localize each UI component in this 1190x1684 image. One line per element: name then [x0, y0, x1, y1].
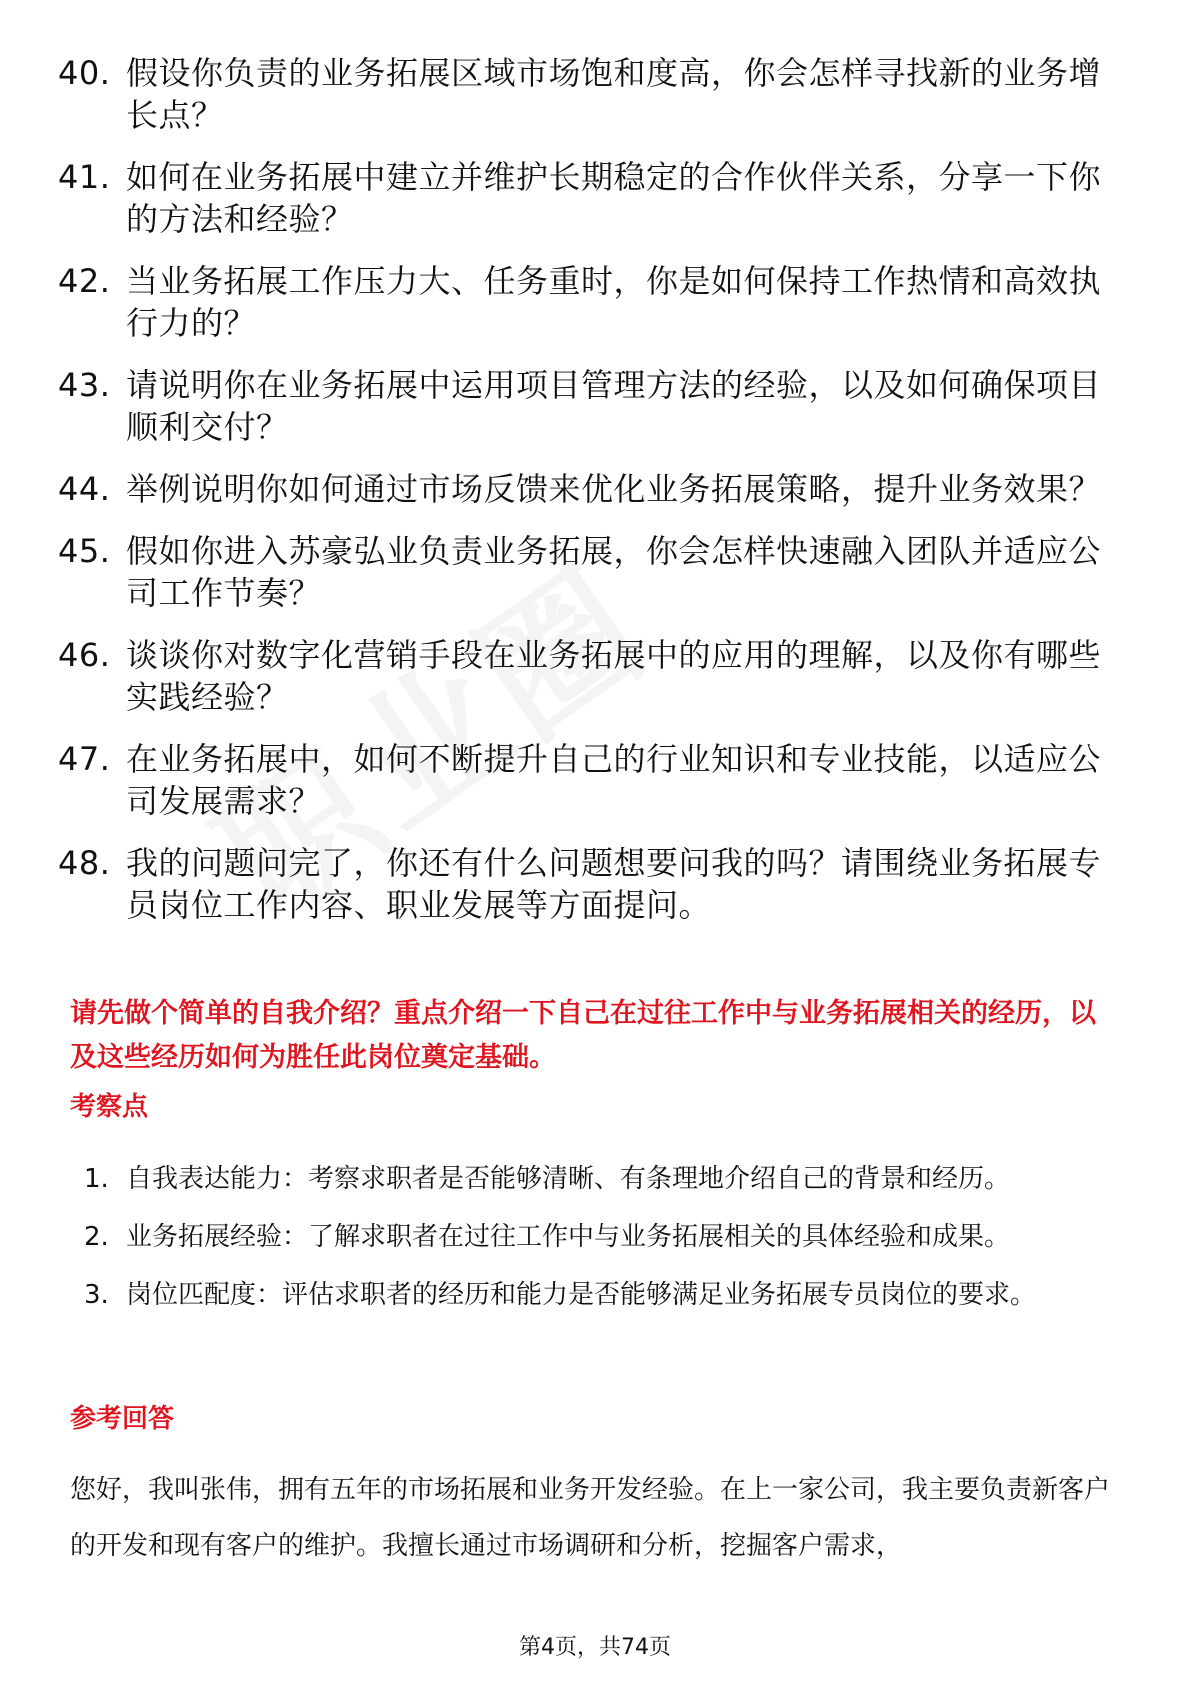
question-item	[58, 260, 1118, 344]
reference-heading: 参考回答	[70, 1404, 175, 1434]
assessment-point-number: 3.	[84, 1280, 109, 1310]
question-item	[58, 738, 1118, 822]
question-number: 46.	[58, 636, 111, 674]
question-item	[58, 468, 1118, 510]
assessment-point-text: 岗位匹配度：评估求职者的经历和能力是否能够满足业务拓展专员岗位的要求。	[126, 1280, 1037, 1310]
assessment-point-text: 自我表达能力：考察求职者是否能够清晰、有条理地介绍自己的背景和经历。	[126, 1164, 1011, 1194]
question-text: 我的问题问完了，你还有什么问题想要问我的吗？请围绕业务拓展专员岗位工作内容、职业发展等方面提问。	[126, 844, 1102, 924]
question-number: 45.	[58, 532, 111, 570]
question-number: 40.	[58, 54, 111, 92]
question-number: 48.	[58, 844, 111, 882]
question-list	[58, 52, 1118, 946]
question-text: 谈谈你对数字化营销手段在业务拓展中的应用的理解，以及你有哪些实践经验？	[126, 636, 1102, 716]
question-text: 当业务拓展工作压力大、任务重时，你是如何保持工作热情和高效执行力的？	[126, 262, 1102, 342]
question-item	[58, 842, 1118, 926]
question-text: 举例说明你如何通过市场反馈来优化业务拓展策略，提升业务效果？	[126, 470, 1102, 508]
question-text: 如何在业务拓展中建立并维护长期稳定的合作伙伴关系，分享一下你的方法和经验？	[126, 158, 1102, 238]
question-number: 47.	[58, 740, 111, 778]
question-number: 44.	[58, 470, 111, 508]
assessment-point-text: 业务拓展经验：了解求职者在过往工作中与业务拓展相关的具体经验和成果。	[126, 1222, 1011, 1252]
assessment-heading: 考察点	[70, 1092, 149, 1122]
question-item	[58, 634, 1118, 718]
reference-answer: 您好，我叫张伟，拥有五年的市场拓展和业务开发经验。在上一家公司，我主要负责新客户的开发和现有客户的维护。我擅长通过市场调研和分析，挖掘客户需求，	[70, 1475, 1111, 1561]
question-text: 请说明你在业务拓展中运用项目管理方法的经验，以及如何确保项目顺利交付？	[126, 366, 1102, 446]
highlight-question: 请先做个简单的自我介绍？重点介绍一下自己在过往工作中与业务拓展相关的经历，以及这些经历如何为胜任此岗位奠定基础。	[70, 998, 1096, 1073]
question-item	[58, 530, 1118, 614]
assessment-point	[84, 1208, 1114, 1266]
page-number: 第4页，共74页	[519, 1635, 671, 1660]
question-number: 42.	[58, 262, 111, 300]
question-number: 41.	[58, 158, 111, 196]
assessment-point-number: 2.	[84, 1222, 109, 1252]
question-text: 在业务拓展中，如何不断提升自己的行业知识和专业技能，以适应公司发展需求？	[126, 740, 1102, 820]
question-item	[58, 364, 1118, 448]
assessment-point-number: 1.	[84, 1164, 109, 1194]
question-text: 假设你负责的业务拓展区域市场饱和度高，你会怎样寻找新的业务增长点？	[126, 54, 1102, 134]
question-item	[58, 52, 1118, 136]
assessment-point	[84, 1266, 1114, 1324]
assessment-point-list	[84, 1150, 1114, 1324]
assessment-point	[84, 1150, 1114, 1208]
question-item	[58, 156, 1118, 240]
question-text: 假如你进入苏豪弘业负责业务拓展，你会怎样快速融入团队并适应公司工作节奏？	[126, 532, 1102, 612]
question-number: 43.	[58, 366, 111, 404]
